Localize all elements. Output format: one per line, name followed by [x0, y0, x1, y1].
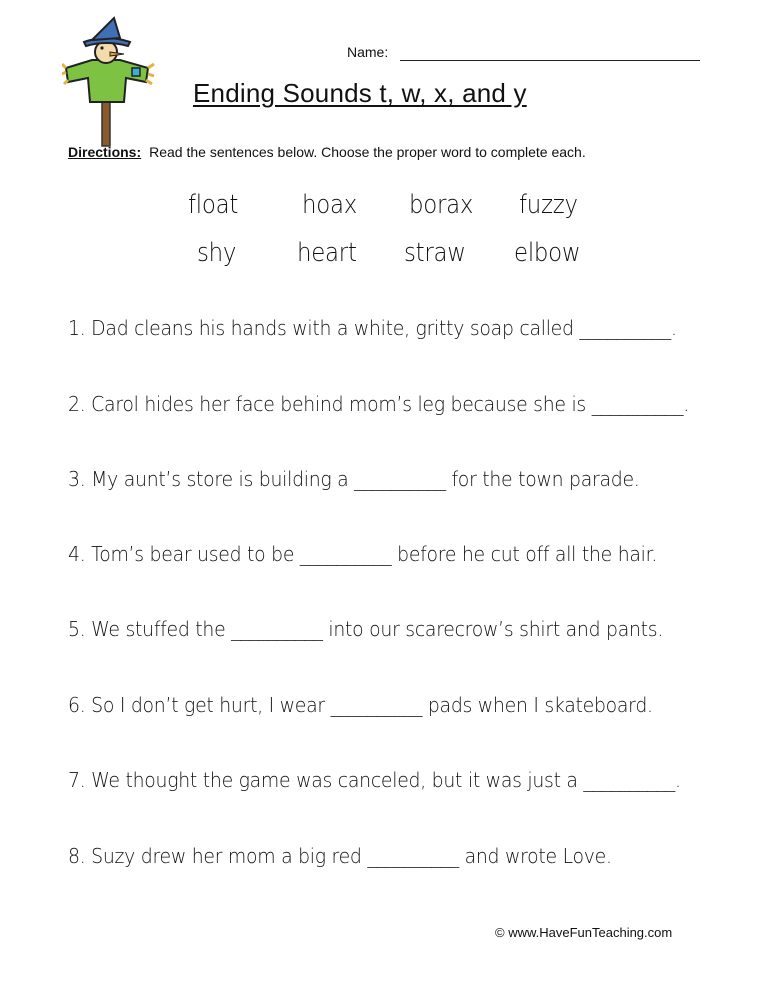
- word-bank-item: shy: [197, 238, 237, 268]
- directions: [68, 144, 586, 160]
- word-bank-item: fuzzy: [519, 190, 578, 220]
- worksheet-title: Ending Sounds t, w, x, and y: [193, 78, 527, 108]
- sentence-item: 5. We stuffed the __________ into our scarecrow’s shirt and pants.: [68, 617, 664, 641]
- name-field-line[interactable]: [400, 60, 700, 61]
- name-label: Name:: [347, 44, 389, 60]
- scarecrow-icon: [62, 16, 174, 148]
- sentence-item: 2. Carol hides her face behind mom’s leg because she is __________.: [68, 392, 689, 416]
- word-bank-item: borax: [409, 190, 474, 220]
- directions-label: Directions:: [68, 144, 142, 160]
- word-bank-item: hoax: [302, 190, 358, 220]
- copyright-footer: © www.HaveFunTeaching.com: [495, 925, 673, 940]
- sentence-item: 3. My aunt’s store is building a __________ for the town parade.: [68, 467, 640, 491]
- word-bank-item: heart: [297, 238, 357, 268]
- word-bank-item: straw: [404, 238, 466, 268]
- directions-text: Read the sentences below. Choose the proper word to complete each.: [149, 144, 586, 160]
- sentence-item: 1. Dad cleans his hands with a white, gritty soap called __________.: [68, 316, 677, 340]
- sentence-item: 4. Tom’s bear used to be __________ before he cut off all the hair.: [68, 542, 658, 566]
- sentence-item: 7. We thought the game was canceled, but it was just a __________.: [68, 768, 681, 792]
- word-bank-item: float: [188, 190, 239, 220]
- word-bank-item: elbow: [514, 238, 581, 268]
- sentence-item: 8. Suzy drew her mom a big red __________ and wrote Love.: [68, 844, 612, 868]
- sentence-item: 6. So I don’t get hurt, I wear __________ pads when I skateboard.: [68, 693, 653, 717]
